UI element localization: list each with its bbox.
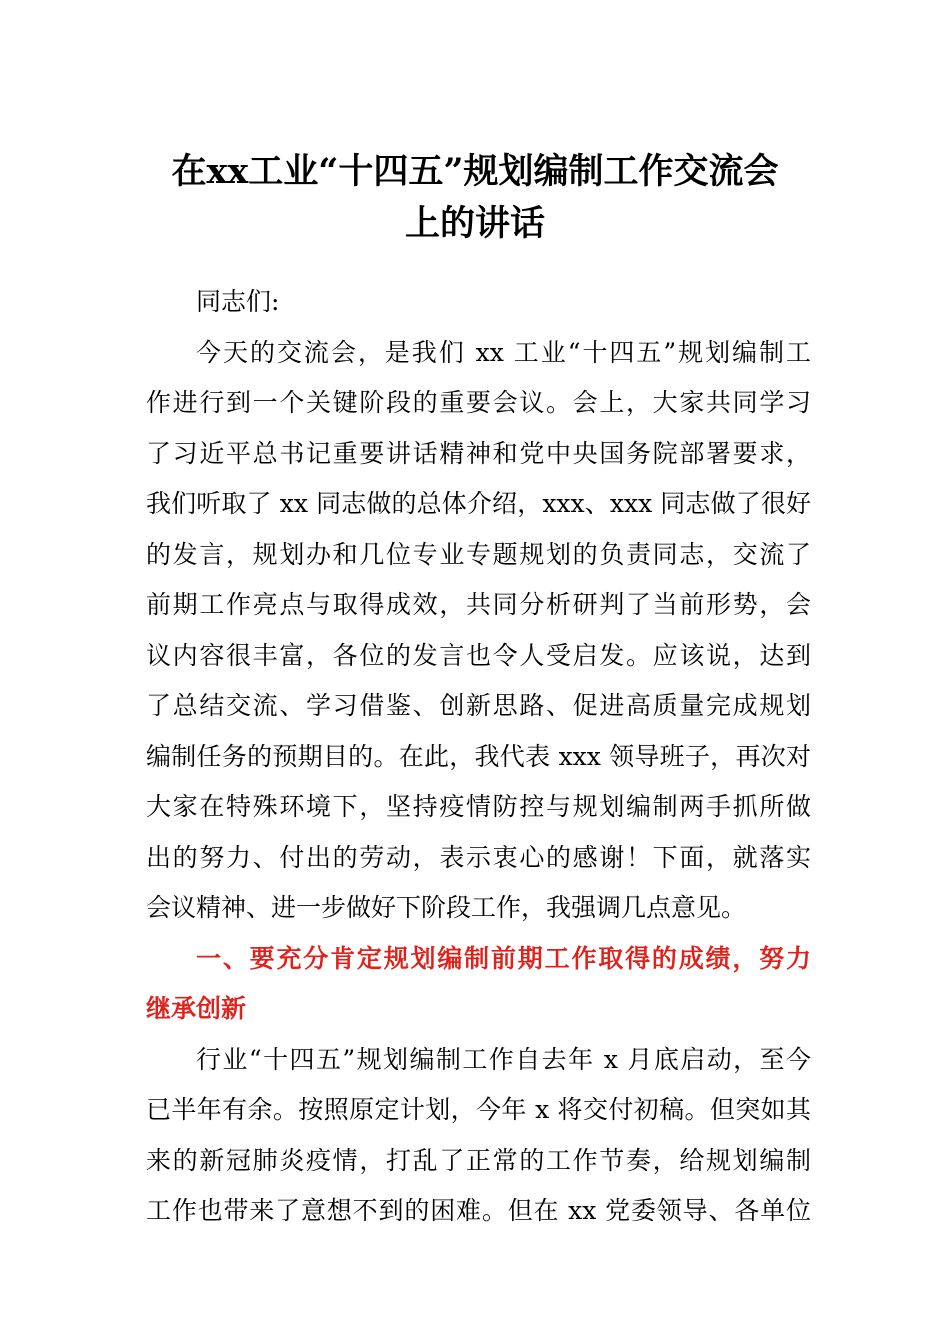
paragraph-1-line: 今天的交流会，是我们 xx 工业“十四五”规划编制工 bbox=[196, 337, 811, 367]
paragraph-1-line: 大家在特殊环境下，坚持疫情防控与规划编制两手抓所做 bbox=[146, 792, 811, 821]
paragraph-2-line: 已半年有余。按照原定计划，今年 x 将交付初稿。但突如其 bbox=[146, 1095, 811, 1124]
paragraph-1-line: 编制任务的预期目的。在此，我代表 xxx 领导班子，再次对 bbox=[146, 741, 811, 771]
paragraph-1-line: 前期工作亮点与取得成效，共同分析研判了当前形势，会 bbox=[146, 590, 811, 619]
document-title bbox=[100, 146, 850, 250]
salutation: 同志们: bbox=[196, 287, 280, 316]
paragraph-1-line: 作进行到一个关键阶段的重要会议。会上，大家共同学习 bbox=[146, 388, 811, 417]
paragraph-2-line: 工作也带来了意想不到的困难。但在 xx 党委领导、各单位 bbox=[146, 1196, 811, 1225]
paragraph-1-line: 了总结交流、学习借鉴、创新思路、促进高质量完成规划 bbox=[146, 691, 811, 720]
section-heading-1: 一、要充分肯定规划编制前期工作取得的成绩，努力 bbox=[196, 943, 811, 973]
title-line-1: 在xx工业“十四五”规划编制工作交流会 bbox=[171, 151, 779, 192]
paragraph-2-line: 行业“十四五”规划编制工作自去年 x 月底启动，至今 bbox=[196, 1044, 811, 1074]
paragraph-1-line: 了习近平总书记重要讲话精神和党中央国务院部署要求， bbox=[146, 438, 811, 468]
title-line-2: 上的讲话 bbox=[404, 203, 545, 244]
paragraph-1-line: 我们听取了 xx 同志做的总体介绍，xxx、xxx 同志做了很好 bbox=[146, 489, 811, 518]
paragraph-2-line: 来的新冠肺炎疫情，打乱了正常的工作节奏，给规划编制 bbox=[146, 1145, 811, 1175]
document-body bbox=[146, 277, 811, 1237]
paragraph-1-line: 会议精神、进一步做好下阶段工作，我强调几点意见。 bbox=[146, 893, 747, 922]
section-heading-1-cont: 继承创新 bbox=[146, 994, 247, 1023]
paragraph-1-line: 议内容很丰富，各位的发言也令人受启发。应该说，达到 bbox=[146, 640, 811, 670]
paragraph-1-line: 的发言，规划办和几位专业专题规划的负责同志，交流了 bbox=[146, 539, 811, 569]
paragraph-1-line: 出的努力、付出的劳动，表示衷心的感谢！下面，就落实 bbox=[146, 842, 811, 872]
